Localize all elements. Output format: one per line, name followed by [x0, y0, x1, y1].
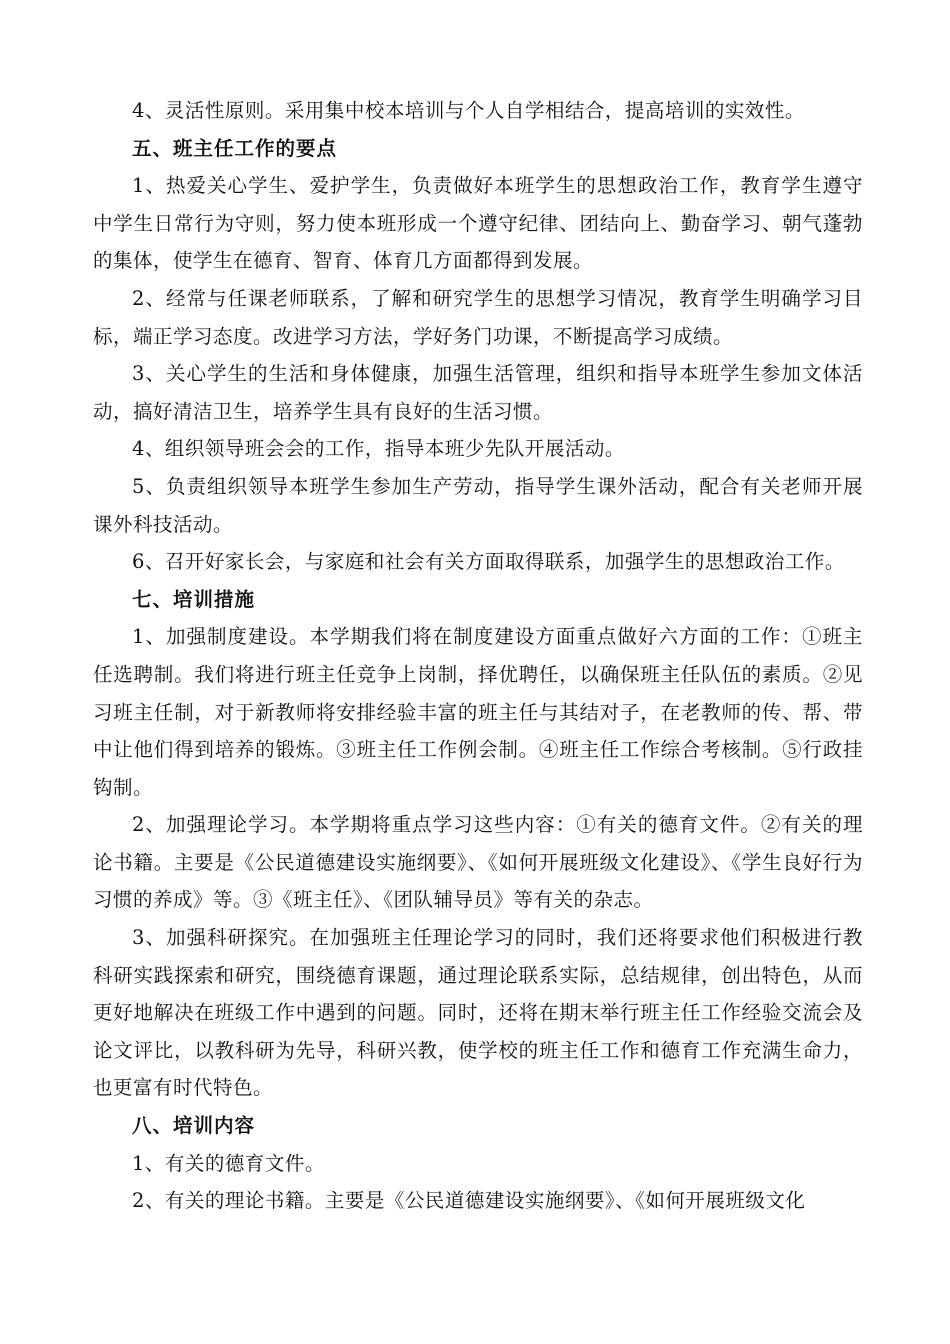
duty-5-paragraph: 5、负责组织领导本班学生参加生产劳动，指导学生课外活动，配合有关老师开展课外科技活动。: [93, 474, 863, 536]
section-5-heading: 五、班主任工作的要点: [132, 136, 338, 160]
duty-6-paragraph: 6、召开好家长会，与家庭和社会有关方面取得联系，加强学生的思想政治工作。: [132, 550, 845, 574]
section-7-heading: 七、培训措施: [132, 587, 256, 611]
measure-2-paragraph: 2、加强理论学习。本学期将重点学习这些内容：①有关的德育文件。②有关的理论书籍。主要是《公民道德建设实施纲要》、《如何开展班级文化建设》、《学生良好行为习惯的养成》等。③《班主任》、《团队辅导员》等有关的杂志。: [93, 813, 863, 912]
content-item-2: 2、有关的理论书籍。主要是《公民道德建设实施纲要》、《如何开展班级文化: [132, 1189, 806, 1213]
duty-1-paragraph: 1、热爱关心学生、爱护学生，负责做好本班学生的思想政治工作，教育学生遵守中学生日常行为守则，努力使本班形成一个遵守纪律、团结向上、勤奋学习、朝气蓬勃的集体，使学生在德育、智育、体育几方面都得到发展。: [93, 174, 863, 273]
measure-1-paragraph: 1、加强制度建设。本学期我们将在制度建设方面重点做好六方面的工作：①班主任选聘制。我们将进行班主任竞争上岗制，择优聘任，以确保班主任队伍的素质。②见习班主任制，对于新教师将安排经验丰富的班主任与其结对子，在老教师的传、帮、带中让他们得到培养的锻炼。③班主任工作例会制。④班主任工作综合考核制。⑤行政挂钩制。: [93, 625, 863, 799]
section-8-heading: 八、培训内容: [132, 1114, 256, 1138]
duty-4-paragraph: 4、组织领导班会会的工作，指导本班少先队开展活动。: [132, 437, 625, 461]
principle-4-paragraph: 4、灵活性原则。采用集中校本培训与个人自学相结合，提高培训的实效性。: [132, 99, 805, 122]
document-page: [93, 92, 863, 1220]
content-item-1: 1、有关的德育文件。: [132, 1151, 325, 1175]
measure-3-paragraph: 3、加强科研探究。在加强班主任理论学习的同时，我们还将要求他们积极进行教科研实践探索和研究，围绕德育课题，通过理论联系实际，总结规律，创出特色，从而更好地解决在班级工作中遇到的问题。同时，还将在期末举行班主任工作经验交流会及论文评比，以教科研为先导，科研兴教，使学校的班主任工作和德育工作充满生命力，也更富有时代特色。: [93, 926, 863, 1100]
duty-2-paragraph: 2、经常与任课老师联系，了解和研究学生的思想学习情况，教育学生明确学习目标，端正学习态度。改进学习方法，学好务门功课，不断提高学习成绩。: [93, 286, 863, 348]
duty-3-paragraph: 3、关心学生的生活和身体健康，加强生活管理，组织和指导本班学生参加文体活动，搞好清洁卫生，培养学生具有良好的生活习惯。: [93, 362, 863, 423]
